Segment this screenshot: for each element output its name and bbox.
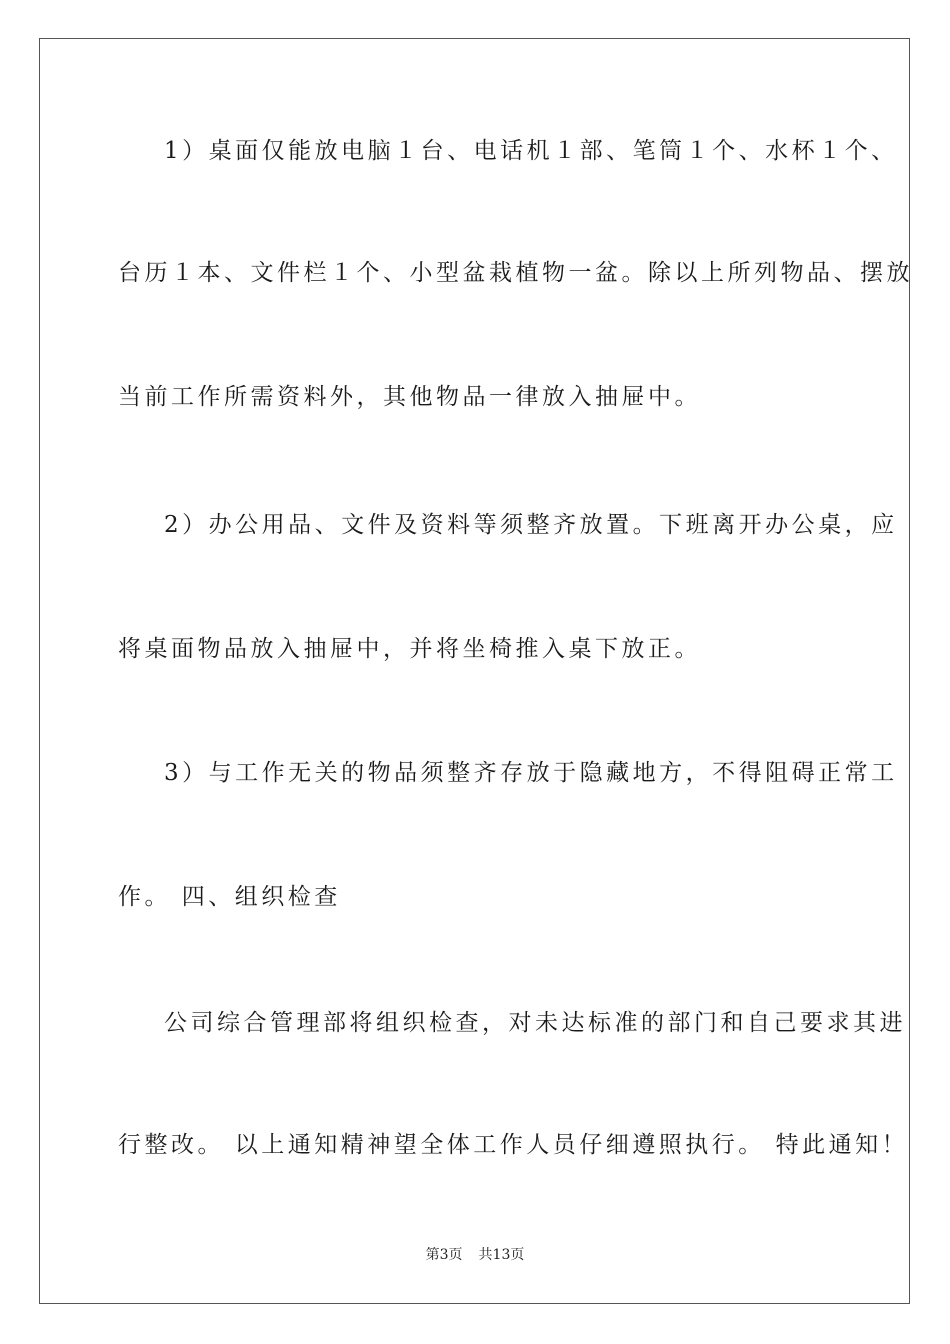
paragraph-line: 2）办公用品、文件及资料等须整齐放置。下班离开办公桌，应 xyxy=(164,512,898,538)
page-number: 第3页 xyxy=(425,1247,463,1263)
paragraph-line: 将桌面物品放入抽屉中，并将坐椅推入桌下放正。 xyxy=(118,636,701,662)
paragraph-line: 台历１本、文件栏１个、小型盆栽植物一盆。除以上所列物品、摆放 xyxy=(118,260,913,286)
paragraph-line: 行整改。 以上通知精神望全体工作人员仔细遵照执行。 特此通知！ xyxy=(118,1132,909,1158)
paragraph-line: 公司综合管理部将组织检查，对未达标准的部门和自己要求其进 xyxy=(164,1010,906,1036)
paragraph-line: 1）桌面仅能放电脑１台、电话机１部、笔筒１个、水杯１个、 xyxy=(164,138,898,164)
page-total: 共13页 xyxy=(478,1247,525,1263)
page-footer xyxy=(0,1244,950,1264)
paragraph-line: 3）与工作无关的物品须整齐存放于隐藏地方，不得阻碍正常工 xyxy=(164,760,898,786)
page-frame xyxy=(39,38,913,1304)
paragraph-line: 当前工作所需资料外，其他物品一律放入抽屉中。 xyxy=(118,384,701,410)
section-heading-line: 作。 四、组织检查 xyxy=(118,884,341,910)
